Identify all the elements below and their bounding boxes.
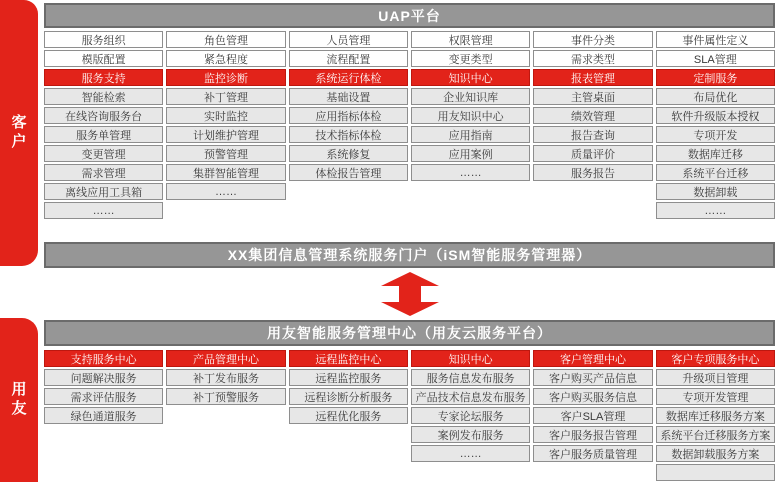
grid-cell: 应用指标体检 [289, 107, 408, 124]
grid-cell: 报告查询 [533, 126, 652, 143]
grid-cell: 绿色通道服务 [44, 407, 163, 424]
grid-cell: 专项开发 [656, 126, 775, 143]
grid-cell: 问题解决服务 [44, 369, 163, 386]
service-center-title: 用友智能服务管理中心（用友云服务平台） [267, 325, 552, 341]
grid-cell: 软件升级版本授权 [656, 107, 775, 124]
grid-cell: …… [656, 202, 775, 219]
yonyou-rail-label: 用友 [11, 381, 27, 417]
grid-cell: 知识中心 [411, 69, 530, 86]
grid-cell: 产品技术信息发布服务 [411, 388, 530, 405]
grid-cell: 角色管理 [166, 31, 285, 48]
grid-cell: 计划维护管理 [166, 126, 285, 143]
grid-cell: 知识中心 [411, 350, 530, 367]
grid-cell: 产品管理中心 [166, 350, 285, 367]
grid-cell: …… [166, 183, 285, 200]
grid-cell: 实时监控 [166, 107, 285, 124]
grid-cell: 客户购买服务信息 [533, 388, 652, 405]
grid-cell: 专家论坛服务 [411, 407, 530, 424]
grid-cell: 变更管理 [44, 145, 163, 162]
grid-cell: 紧急程度 [166, 50, 285, 67]
grid-cell: 数据卸载服务方案 [656, 445, 775, 462]
grid-cell: …… [44, 202, 163, 219]
grid-cell: 系统平台迁移 [656, 164, 775, 181]
grid-cell: 服务单管理 [44, 126, 163, 143]
grid-cell: 客户服务报告管理 [533, 426, 652, 443]
grid-cell: 客户专项服务中心 [656, 350, 775, 367]
grid-cell: …… [411, 445, 530, 462]
grid-cell: 人员管理 [289, 31, 408, 48]
uap-platform-title: UAP平台 [378, 7, 441, 24]
grid-cell: 客户管理中心 [533, 350, 652, 367]
grid-cell: 远程诊断分析服务 [289, 388, 408, 405]
grid-cell: 补丁管理 [166, 88, 285, 105]
grid-cell: 监控诊断 [166, 69, 285, 86]
portal-banner [44, 242, 775, 268]
diagram-main [44, 0, 775, 482]
grid-cell: 报表管理 [533, 69, 652, 86]
grid-cell [656, 464, 775, 481]
grid-cell: 基础设置 [289, 88, 408, 105]
grid-cell: 支持服务中心 [44, 350, 163, 367]
grid-cell: 权限管理 [411, 31, 530, 48]
grid-cell: 客户SLA管理 [533, 407, 652, 424]
portal-banner-title: XX集团信息管理系统服务门户（iSM智能服务管理器） [227, 247, 592, 263]
customer-rail [0, 0, 38, 266]
grid-cell: 补丁预警服务 [166, 388, 285, 405]
grid-cell: 需求管理 [44, 164, 163, 181]
grid-cell: 体检报告管理 [289, 164, 408, 181]
grid-cell: 变更类型 [411, 50, 530, 67]
grid-cell: 数据卸载 [656, 183, 775, 200]
grid-cell: 模版配置 [44, 50, 163, 67]
grid-cell: 服务报告 [533, 164, 652, 181]
grid-cell: 预警管理 [166, 145, 285, 162]
grid-cell: 数据库迁移服务方案 [656, 407, 775, 424]
grid-cell: 智能检索 [44, 88, 163, 105]
grid-cell: 案例发布服务 [411, 426, 530, 443]
grid-cell: 质量评价 [533, 145, 652, 162]
grid-cell: …… [411, 164, 530, 181]
customer-rail-label: 客户 [11, 114, 27, 150]
grid-cell: 系统平台迁移服务方案 [656, 426, 775, 443]
grid-cell: SLA管理 [656, 50, 775, 67]
grid-cell: 流程配置 [289, 50, 408, 67]
grid-cell: 服务信息发布服务 [411, 369, 530, 386]
grid-cell: 补丁发布服务 [166, 369, 285, 386]
yonyou-rail [0, 318, 38, 482]
grid-cell: 离线应用工具箱 [44, 183, 163, 200]
grid-cell: 系统修复 [289, 145, 408, 162]
service-center-grid [44, 350, 775, 481]
grid-cell: 技术指标体检 [289, 126, 408, 143]
grid-cell: 远程监控中心 [289, 350, 408, 367]
grid-cell: 布局优化 [656, 88, 775, 105]
grid-cell: 专项开发管理 [656, 388, 775, 405]
grid-cell: 数据库迁移 [656, 145, 775, 162]
grid-cell: 定制服务 [656, 69, 775, 86]
grid-cell: 应用指南 [411, 126, 530, 143]
bidirectional-arrow-icon [381, 272, 439, 316]
grid-cell: 服务组织 [44, 31, 163, 48]
grid-cell: 需求评估服务 [44, 388, 163, 405]
service-center-header [44, 320, 775, 346]
grid-cell: 客户服务质量管理 [533, 445, 652, 462]
grid-cell: 主管桌面 [533, 88, 652, 105]
uap-modules-grid [44, 31, 775, 219]
grid-cell: 用友知识中心 [411, 107, 530, 124]
grid-cell: 在线咨询服务台 [44, 107, 163, 124]
grid-cell: 升级项目管理 [656, 369, 775, 386]
grid-cell: 应用案例 [411, 145, 530, 162]
uap-platform-header [44, 3, 775, 28]
grid-cell: 绩效管理 [533, 107, 652, 124]
grid-cell: 需求类型 [533, 50, 652, 67]
grid-cell: 事件分类 [533, 31, 652, 48]
grid-cell: 远程监控服务 [289, 369, 408, 386]
grid-cell: 远程优化服务 [289, 407, 408, 424]
grid-cell: 企业知识库 [411, 88, 530, 105]
grid-cell: 客户购买产品信息 [533, 369, 652, 386]
grid-cell: 服务支持 [44, 69, 163, 86]
grid-cell: 集群智能管理 [166, 164, 285, 181]
grid-cell: 系统运行体检 [289, 69, 408, 86]
grid-cell: 事件属性定义 [656, 31, 775, 48]
